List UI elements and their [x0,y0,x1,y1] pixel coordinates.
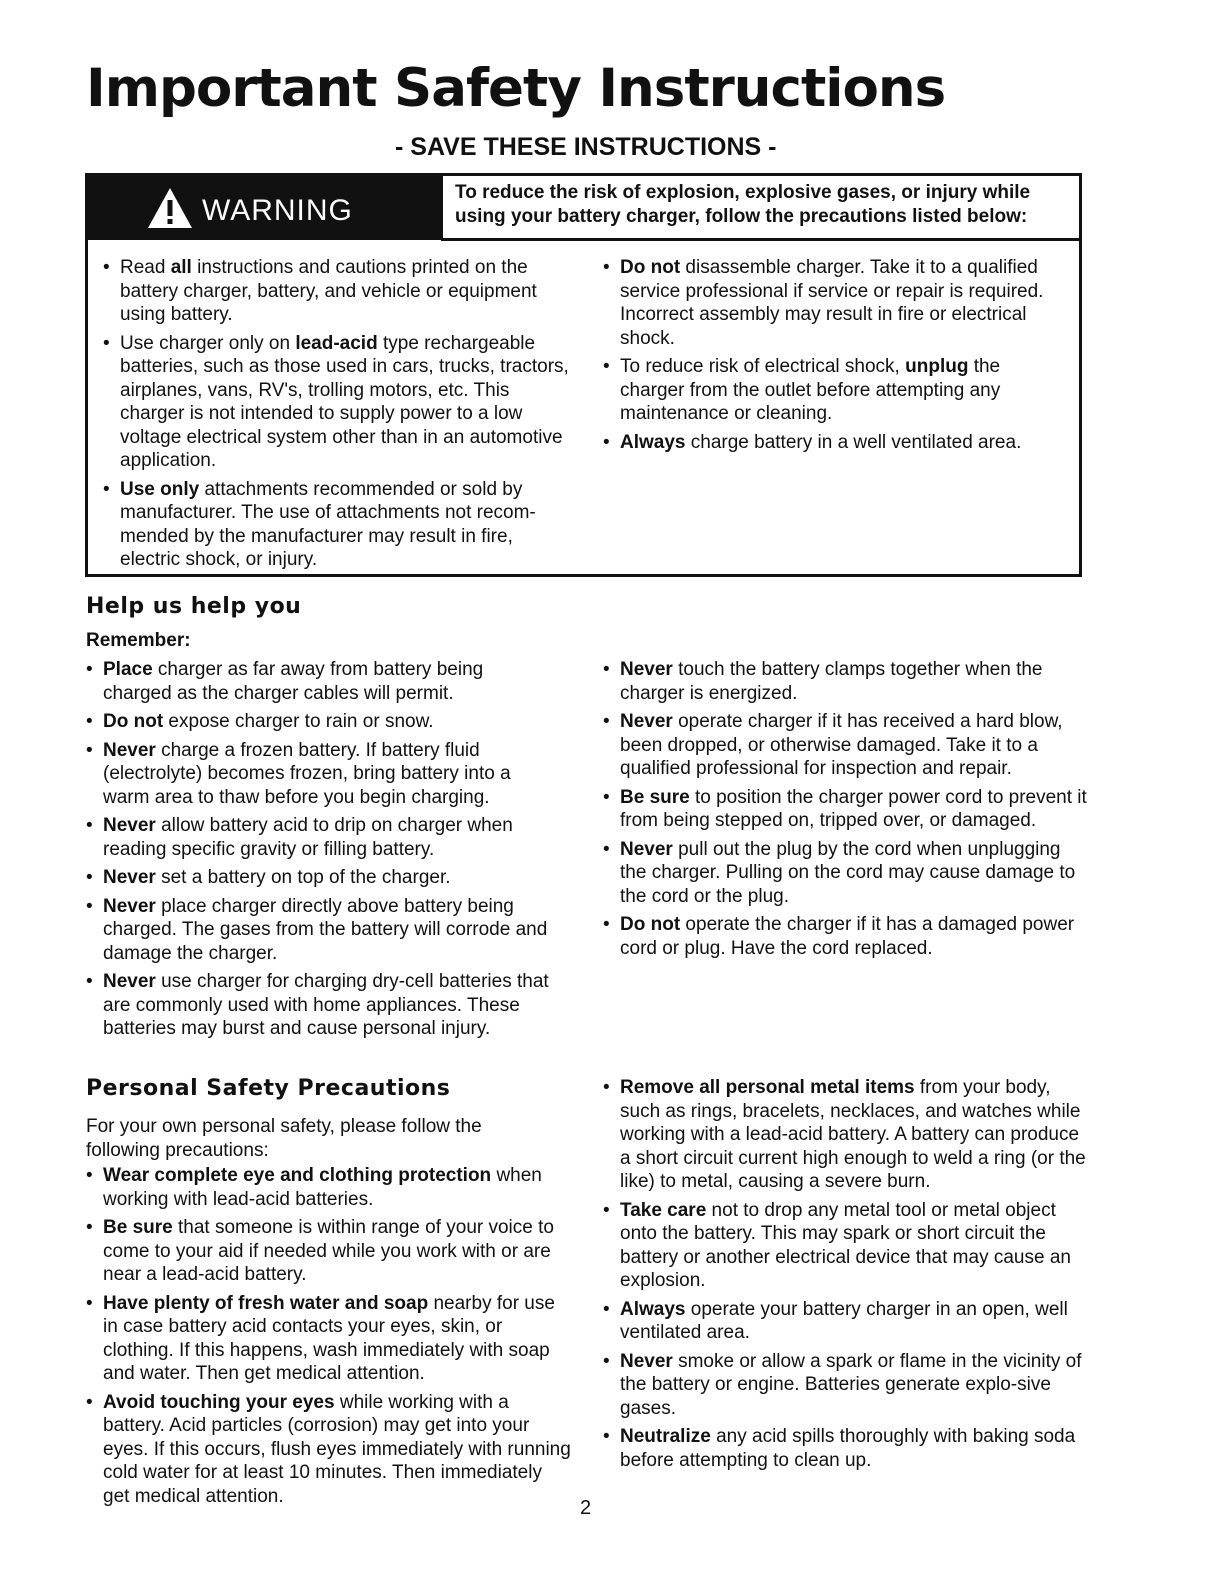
personal-list-right [603,1076,1091,1477]
warning-separator [441,176,443,240]
list-item: • Wear complete eye and clothing protection when working with lead-acid batteries. [86,1164,571,1211]
list-item: • Take care not to drop any metal tool or metal object onto the battery. This may spark or short circuit the battery or another electrical device that may cause an explosion. [603,1199,1091,1293]
warning-notice-line: To reduce the risk of explosion, explosive gases, or injury while [455,182,1031,203]
warning-list-right [603,256,1068,459]
list-item: • Never smoke or allow a spark or flame in the vicinity of the battery or engine. Batteries generate explo-sive gases. [603,1350,1091,1421]
list-item: • Remove all personal metal items from your body, such as rings, bracelets, necklaces, and watches while working with a lead-acid battery. A battery can produce a short circuit current high enough to weld a ring (or the like) to metal, causing a severe burn. [603,1076,1091,1194]
list-item: • Neutralize any acid spills thoroughly with baking soda before attempting to clean up. [603,1425,1091,1472]
warning-notice [455,181,1075,229]
page-subtitle: - SAVE THESE INSTRUCTIONS - [395,133,777,161]
list-item: • Use only attachments recommended or sold by manufacturer. The use of attachments not recom-mended by the manufacturer may result in fire, electric shock, or injury. [103,478,573,572]
help-heading: Help us help you [86,594,302,619]
list-item: • To reduce risk of electrical shock, unplug the charger from the outlet before attempting any maintenance or cleaning. [603,355,1068,426]
personal-list-left [86,1164,571,1513]
list-item: • Read all instructions and cautions printed on the battery charger, battery, and vehicle or equipment using battery. [103,256,573,327]
list-item: • Do not disassemble charger. Take it to a qualified service professional if service or repair is required. Incorrect assembly may result in fire or electrical shock. [603,256,1068,350]
personal-intro: For your own personal safety, please follow the following precautions: [86,1116,482,1161]
list-item: • Never place charger directly above battery being charged. The gases from the battery will corrode and damage the charger. [86,895,556,966]
list-item: • Do not operate the charger if it has a damaged power cord or plug. Have the cord replaced. [603,913,1088,960]
warning-list-left [103,256,573,577]
list-item: • Have plenty of fresh water and soap nearby for use in case battery acid contacts your eyes, skin, or clothing. If this happens, wash immediately with soap and water. Then get medical attention. [86,1292,571,1386]
list-item: • Never set a battery on top of the charger. [86,866,556,890]
warning-label: WARNING [202,194,353,227]
remember-label: Remember: [86,630,191,651]
page-number: 2 [580,1497,592,1519]
list-item: • Never allow battery acid to drip on charger when reading specific gravity or filling battery. [86,814,556,861]
list-item: • Never touch the battery clamps together when the charger is energized. [603,658,1088,705]
help-list-left [86,658,556,1046]
list-item: • Always charge battery in a well ventilated area. [603,431,1068,455]
list-item: • Never charge a frozen battery. If battery fluid (electrolyte) becomes frozen, bring battery into a warm area to thaw before you begin charging. [86,739,556,810]
warning-divider [441,238,1082,241]
list-item: • Never use charger for charging dry-cell batteries that are commonly used with home appliances. These batteries may burst and cause personal injury. [86,970,556,1041]
help-list-right [603,658,1088,965]
list-item: • Use charger only on lead-acid type rechargeable batteries, such as those used in cars, trucks, tractors, airplanes, vans, RV's, trolling motors, etc. This charger is not intended to supply power to a low voltage electrical system other than in an automotive application. [103,332,573,473]
list-item: • Place charger as far away from battery being charged as the charger cables will permit. [86,658,556,705]
warning-triangle-icon [146,186,194,230]
list-item: • Avoid touching your eyes while working with a battery. Acid particles (corrosion) may get into your eyes. If this occurs, flush eyes immediately with running cold water for at least 10 minutes. Then immediately get medical attention. [86,1391,571,1509]
list-item: • Never pull out the plug by the cord when unplugging the charger. Pulling on the cord may cause damage to the cord or the plug. [603,838,1088,909]
list-item: • Do not expose charger to rain or snow. [86,710,556,734]
list-item: • Be sure that someone is within range of your voice to come to your aid if needed while you work with or are near a lead-acid battery. [86,1216,571,1287]
list-item: • Be sure to position the charger power cord to prevent it from being stepped on, tripped over, or damaged. [603,786,1088,833]
list-item: • Always operate your battery charger in an open, well ventilated area. [603,1298,1091,1345]
page-title: Important Safety Instructions [86,58,946,119]
warning-notice-line: using your battery charger, follow the precautions listed below: [455,206,1028,227]
list-item: • Never operate charger if it has received a hard blow, been dropped, or otherwise damaged. Take it to a qualified professional for inspection and repair. [603,710,1088,781]
personal-heading: Personal Safety Precautions [86,1076,451,1101]
